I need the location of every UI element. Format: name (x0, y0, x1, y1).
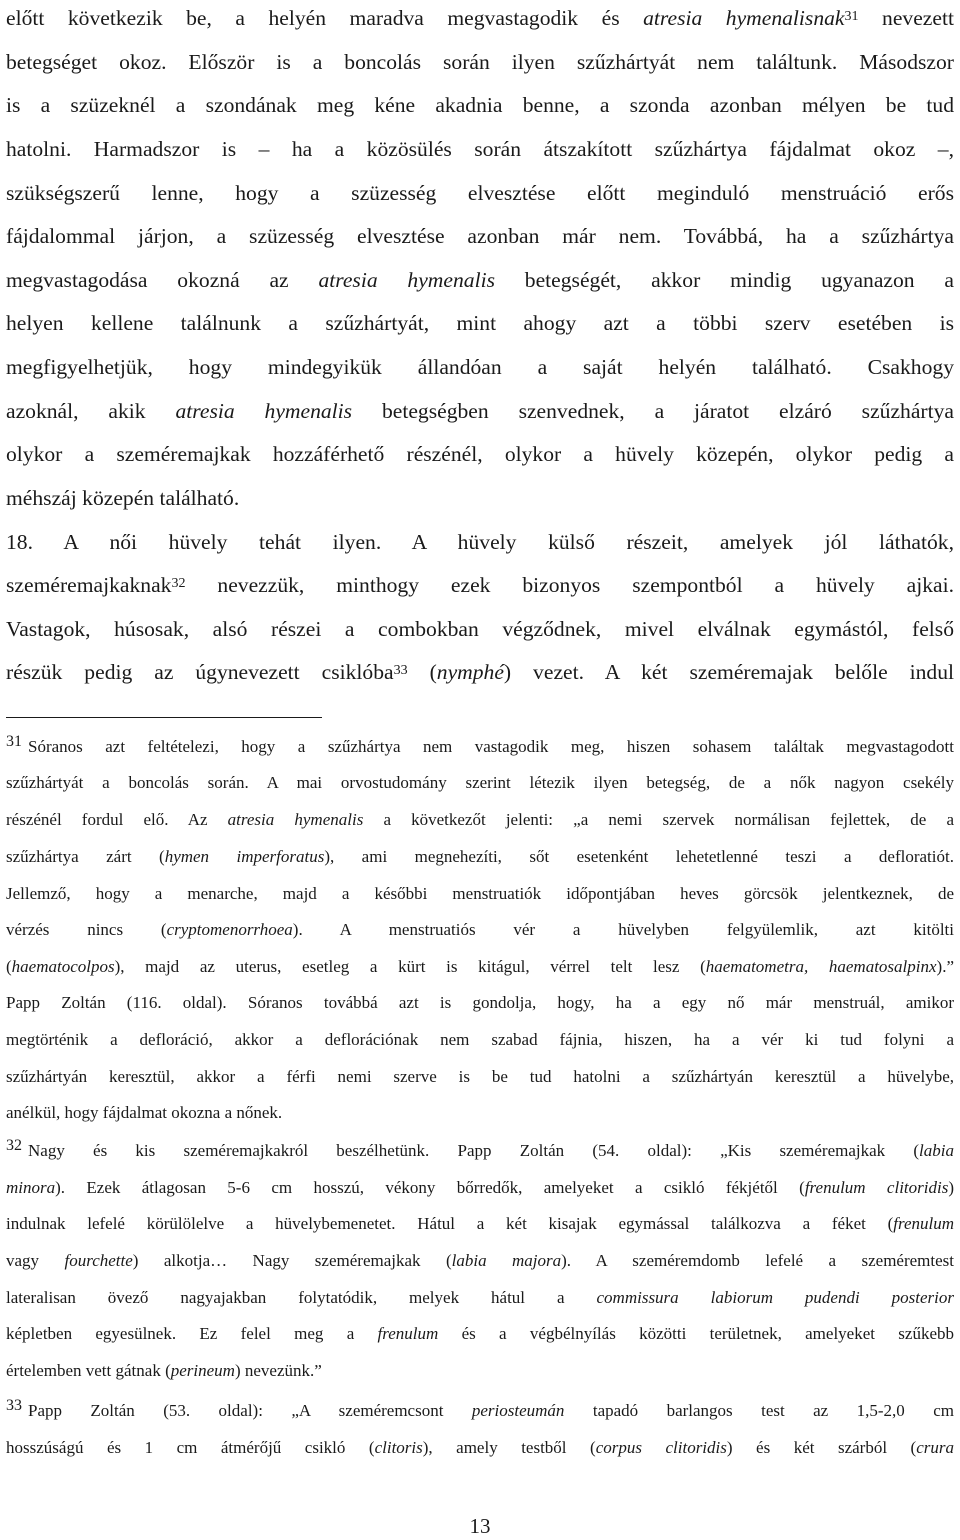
text-span: megvastagodása okozná az (6, 268, 319, 292)
body-line (6, 265, 954, 295)
text-span: betegségét, akkor mindig ugyanazon a (494, 268, 954, 292)
footnote-31-line: szűzhártyán keresztül, akkor a férfi nemi szerve is be tud hatolni a szűzhártyán keresztül a hüvelybe, (6, 1067, 954, 1086)
body-line (6, 396, 954, 426)
text-span: ). A menstruatiós vér a hüvelyben felgyülemlik, azt kitölti (292, 920, 954, 939)
footnote-number-31: 31 (6, 733, 22, 750)
footnote-31-line (6, 918, 954, 942)
italic-term: minora (6, 1178, 56, 1197)
body-line: szükségszerű lenne, hogy a szüzesség elvesztése előtt meginduló menstruáció erős (6, 181, 954, 205)
text-span: azoknál, akik (6, 399, 176, 423)
footnote-number-32: 32 (6, 1137, 22, 1154)
text-span: ) (948, 1178, 954, 1197)
italic-term: hymen imperforatus (164, 847, 325, 866)
text-span: Papp Zoltán (53. oldal): „A szeméremcsont (28, 1401, 472, 1420)
footnote-31-line: Papp Zoltán (116. oldal). Sóranos továbbá azt is gondolja, hogy, ha a egy nő már menstruál, amikor (6, 993, 954, 1012)
footnote-separator (6, 717, 322, 718)
footnote-32-line (6, 1139, 954, 1163)
body-line: hatolni. Harmadszor is – ha a közösülés során átszakított szűzhártya fájdalmat okoz –, (6, 137, 954, 161)
footnote-ref-32[interactable]: 32 (171, 575, 186, 592)
italic-term: cryptomenorrhoea (166, 920, 293, 939)
italic-term: frenulum (893, 1214, 954, 1233)
italic-term: clitoris (374, 1438, 423, 1457)
text-span: részénél fordul elő. Az (6, 810, 228, 829)
footnote-32-line (6, 1212, 954, 1236)
italic-term: nymphé (436, 660, 504, 684)
footnote-31-line: Jellemző, hogy a menarche, majd a későbbi menstruatiók időpontjában heves görcsök jelentkeznek, de (6, 884, 954, 903)
text-span: Nagy és kis szeméremajkakról beszélhetünk. Papp Zoltán (54. oldal): „Kis szeméremajkak ( (28, 1141, 920, 1160)
italic-term: frenulum clitoridis (804, 1178, 949, 1197)
footnote-33-line (6, 1399, 954, 1423)
footnote-31-line: szűzhártyát a boncolás során. A mai orvostudomány szerint létezik ilyen betegség, de a nők nagyon csekély (6, 773, 954, 792)
text-span: és a végbélnyílás közötti területnek, amelyeket szűkebb (438, 1324, 954, 1343)
text-span: értelemben vett gátnak ( (6, 1361, 171, 1380)
footnote-31-line (6, 808, 954, 832)
italic-term: haematometra, haematosalpinx (705, 957, 937, 976)
text-span: betegségben szenvednek, a járatot elzáró szűzhártya (352, 399, 954, 423)
text-span: részük pedig az úgynevezett csiklóba (6, 660, 394, 684)
footnote-ref-33[interactable]: 33 (393, 662, 408, 679)
text-span: a következőt jelenti: „a nemi szervek normálisan fejlettek, de a (363, 810, 954, 829)
italic-term: haematocolpos (11, 957, 115, 976)
footnote-31-line: anélkül, hogy fájdalmat okozna a nőnek. (6, 1103, 283, 1122)
body-line: olykor a szeméremajkak hozzáférhető részénél, olykor a hüvely közepén, olykor pedig a (6, 442, 954, 466)
text-span: Sóranos azt feltételezi, hogy a szűzhártya nem vastagodik meg, hiszen sohasem találtak megvastagodott (28, 737, 954, 756)
text-span: hosszúságú és 1 cm átmérőjű csikló ( (6, 1438, 375, 1457)
text-span: ), ami megnehezíti, sőt esetenként lehetetlenné teszi a defloratiót. (324, 847, 954, 866)
text-span: vagy (6, 1251, 65, 1270)
page-number: 13 (469, 1514, 491, 1538)
italic-term: labia majora (451, 1251, 562, 1270)
footnote-32-line (6, 1359, 954, 1383)
body-line: Vastagok, húsosak, alsó részei a combokban végződnek, mivel elválnak egymástól, felső (6, 617, 954, 641)
italic-term: corpus clitoridis (595, 1438, 727, 1457)
text-span: ).” (936, 957, 954, 976)
body-line: betegséget okoz. Először is a boncolás során ilyen szűzhártyát nem találtunk. Másodszor (6, 50, 954, 74)
body-line (6, 570, 954, 600)
italic-term: periosteumán (471, 1401, 565, 1420)
text-span: képletben egyesülnek. Ez felel meg a (6, 1324, 378, 1343)
text-span: nevezzük, minthogy ezek bizonyos szempontból a hüvely ajkai. (185, 573, 954, 597)
text-span: szeméremajkaknak (6, 573, 172, 597)
footnote-32-line (6, 1249, 954, 1273)
text-span: ) vezet. A két szeméremajak belőle indul (503, 660, 954, 684)
section-18-line: 18. A női hüvely tehát ilyen. A hüvely külső részeit, amelyek jól láthatók, (6, 530, 954, 554)
italic-term: commissura labiorum pudendi posterior (596, 1288, 954, 1307)
footnote-32-line (6, 1176, 954, 1200)
italic-term: atresia hymenalis (318, 268, 495, 292)
text-span: vérzés nincs ( (6, 920, 167, 939)
footnote-number-33: 33 (6, 1397, 22, 1414)
italic-term: fourchette (64, 1251, 133, 1270)
footnote-33-line (6, 1436, 954, 1460)
text-span: ) alkotja… Nagy szeméremajkak ( (132, 1251, 452, 1270)
text-span: ) nevezünk.” (234, 1361, 322, 1380)
text-span: tapadó barlangos test az 1,5-2,0 cm (564, 1401, 954, 1420)
text-span: ). Ezek átlagosan 5-6 cm hosszú, vékony bőrredők, amelyeket a csikló fékjétől ( (55, 1178, 805, 1197)
text-span: ( (407, 660, 437, 684)
footnote-31-line (6, 845, 954, 869)
text-span: szűzhártya zárt ( (6, 847, 165, 866)
footnote-32-line (6, 1286, 954, 1310)
body-line: helyen kellene találnunk a szűzhártyát, mint ahogy azt a többi szerv esetében is (6, 311, 954, 335)
body-line: fájdalommal járjon, a szüzesség elvesztése azonban már nem. Továbbá, ha a szűzhártya (6, 224, 954, 248)
text-span: ), amely testből ( (422, 1438, 596, 1457)
text-span: előtt következik be, a helyén maradva megvastagodik és (6, 6, 644, 30)
text-span: ). A szeméremdomb lefelé a szeméremtest (561, 1251, 955, 1270)
body-line: méhszáj közepén található. (6, 486, 240, 510)
italic-term: labia (919, 1141, 954, 1160)
italic-term: frenulum (377, 1324, 439, 1343)
body-line: is a szüzeknél a szondának meg kéne akadnia benne, a szonda azonban mélyen be tud (6, 93, 954, 117)
text-span: nevezett (858, 6, 954, 30)
text-span: lateralisan övező nagyajakban folytatódik, melyek hátul a (6, 1288, 597, 1307)
footnote-31-line (6, 735, 954, 759)
footnote-ref-31[interactable]: 31 (844, 8, 859, 25)
text-span: ( (6, 957, 12, 976)
body-line (6, 3, 954, 33)
footnote-31-line (6, 955, 954, 979)
body-line: megfigyelhetjük, hogy mindegyikük állandóan a saját helyén található. Csakhogy (6, 355, 954, 379)
text-span: ), majd az uterus, esetleg a kürt is kitágul, vérrel telt lesz ( (114, 957, 706, 976)
footnote-31-line: megtörténik a defloráció, akkor a deflorációnak nem szabad fájnia, hiszen, ha a vér ki tud folyni a (6, 1030, 954, 1049)
italic-term: crura (916, 1438, 955, 1457)
footnote-32-line (6, 1322, 954, 1346)
italic-term: perineum (170, 1361, 235, 1380)
text-span: ) és két szárból ( (726, 1438, 917, 1457)
italic-term: atresia hymenalisnak (643, 6, 845, 30)
italic-term: atresia hymenalis (175, 399, 353, 423)
text-span: indulnak lefelé körülölelve a hüvelybemenetet. Hátul a két kisajak egymással találkozva a féket ( (6, 1214, 894, 1233)
body-line (6, 657, 954, 687)
italic-term: atresia hymenalis (227, 810, 364, 829)
